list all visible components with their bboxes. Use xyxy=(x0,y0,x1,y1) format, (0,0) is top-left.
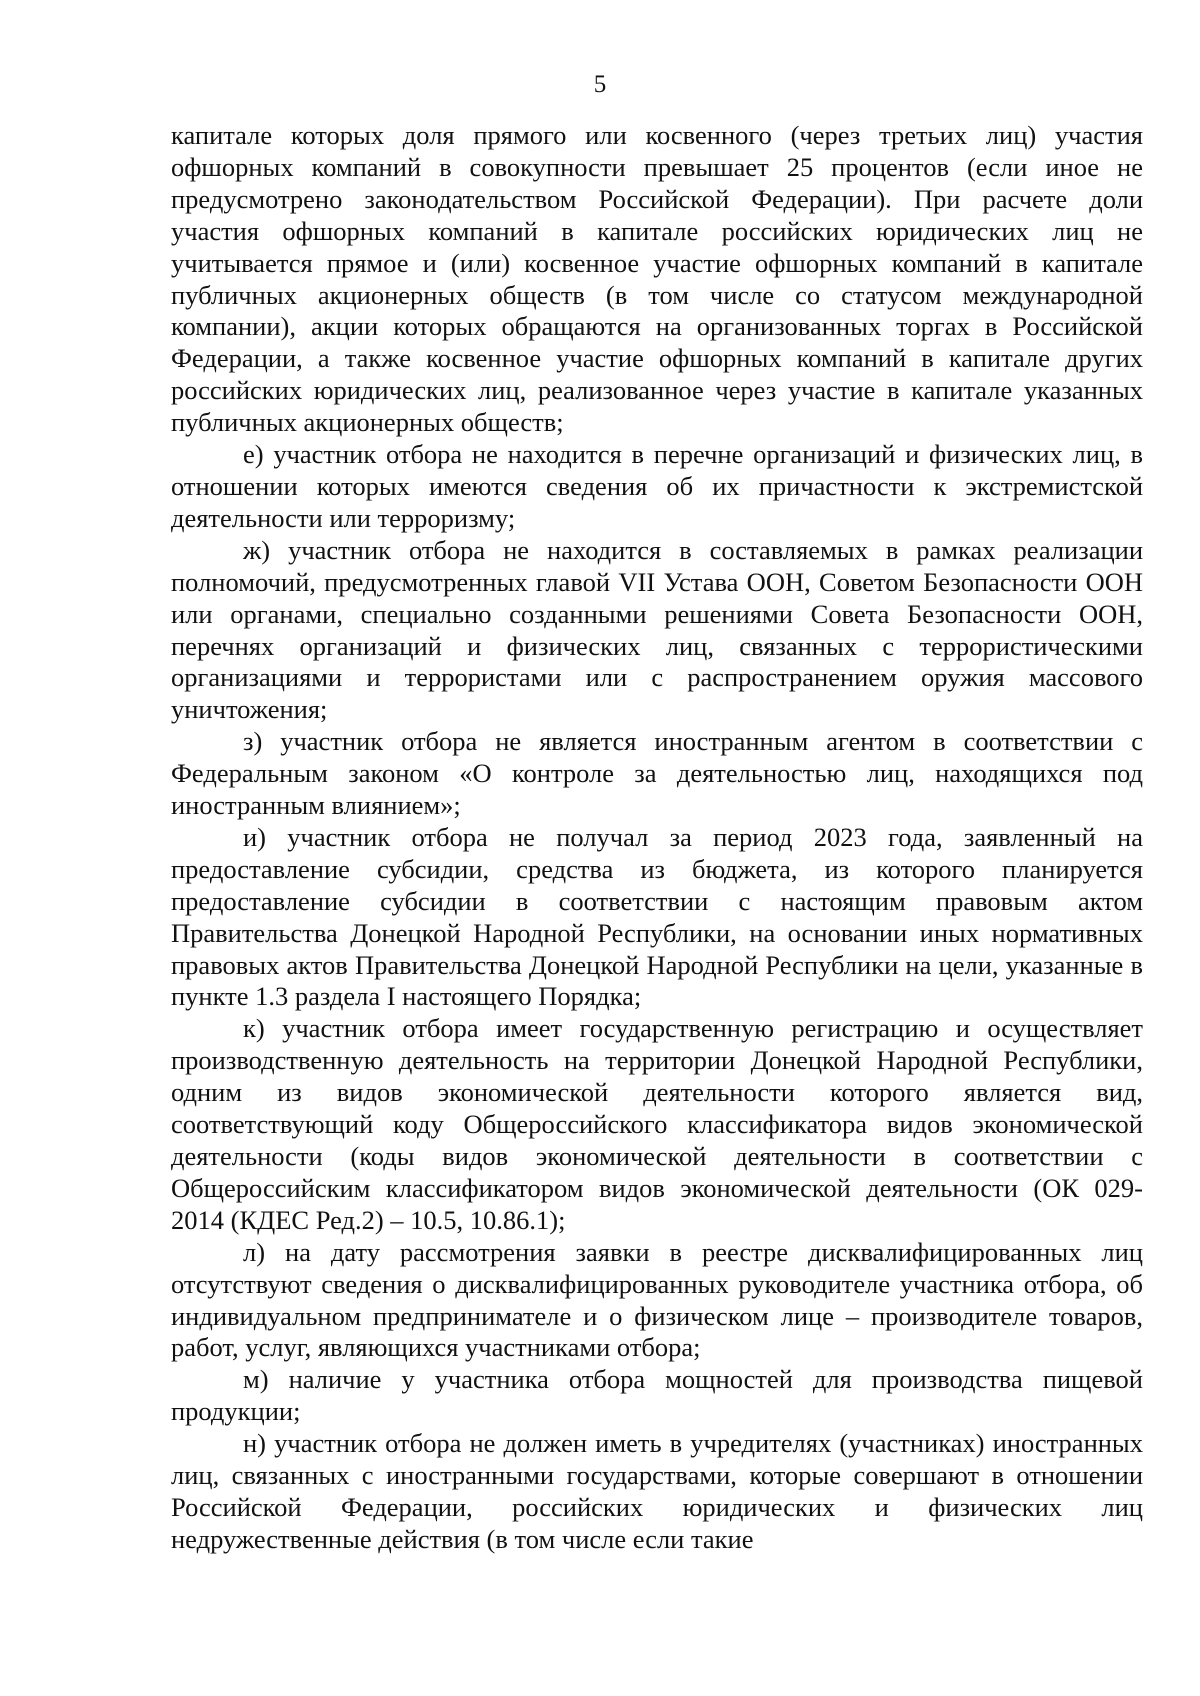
page-number: 5 xyxy=(593,71,607,98)
paragraph-item-l: л) на дату рассмотрения заявки в реестре дисквалифицированных лиц отсутствуют сведения о дисквалифицированных руководителе участника отбора, об индивидуальном предпринимателе и о физическом лице – производителе товаров, работ, услуг, являющихся участниками отбора; xyxy=(171,1236,1143,1363)
paragraph-item-e: е) участник отбора не находится в перечне организаций и физических лиц, в отношении которых имеются сведения об их причастности к экстремистской деятельности или терроризму; xyxy=(171,439,1143,533)
paragraph-item-z: з) участник отбора не является иностранным агентом в соответствии с Федеральным законом «О контроле за деятельностью лиц, находящихся под иностранным влиянием»; xyxy=(171,726,1143,821)
paragraph-continuation: капитале которых доля прямого или косвенного (через третьих лиц) участия офшорных компаний в совокупности превышает 25 процентов (если иное не предусмотрено законодательством Российской Федерации). При расчете доли участия офшорных компаний в капитале российских юридических лиц не учитывается прямое и (или) косвенное участие офшорных компаний в капитале публичных акционерных обществ (в том числе со статусом международной компании), акции которых обращаются на организованных торгах в Российской Федерации, а также косвенное участие офшорных компаний в капитале других российских юридических лиц, реализованное через участие в капитале указанных публичных акционерных обществ; xyxy=(171,120,1143,438)
paragraph-item-k: к) участник отбора имеет государственную регистрацию и осуществляет производственную деятельность на территории Донецкой Народной Республики, одним из видов экономической деятельности которого является вид, соответствующий коду Общероссийского классификатора видов экономической деятельности (коды видов экономической деятельности в соответствии с Общероссийским классификатором видов экономической деятельности (ОК 029-2014 (КДЕС Ред.2) – 10.5, 10.86.1); xyxy=(171,1013,1143,1235)
paragraph-item-zh: ж) участник отбора не находится в составляемых в рамках реализации полномочий, предусмотренных главой VII Устава ООН, Советом Безопасности ООН или органами, специально созданными решениями Совета Безопасности ООН, перечнях организаций и физических лиц, связанных с террористическими организациями и террористами или с распространением оружия массового уничтожения; xyxy=(171,534,1143,725)
paragraph-item-n: н) участник отбора не должен иметь в учредителях (участниках) иностранных лиц, связанных с иностранными государствами, которые совершают в отношении Российской Федерации, российских юридических и физических лиц недружественные действия (в том числе если такие xyxy=(171,1428,1143,1554)
document-body xyxy=(171,120,1143,1556)
paragraph-item-i: и) участник отбора не получал за период 2023 года, заявленный на предоставление субсидии, средства из бюджета, из которого планируется предоставление субсидии в соответствии с настоящим правовым актом Правительства Донецкой Народной Республики, на основании иных нормативных правовых актов Правительства Донецкой Народной Республики на цели, указанные в пункте 1.3 раздела I настоящего Порядка; xyxy=(171,821,1143,1012)
paragraph-item-m: м) наличие у участника отбора мощностей для производства пищевой продукции; xyxy=(171,1364,1143,1427)
